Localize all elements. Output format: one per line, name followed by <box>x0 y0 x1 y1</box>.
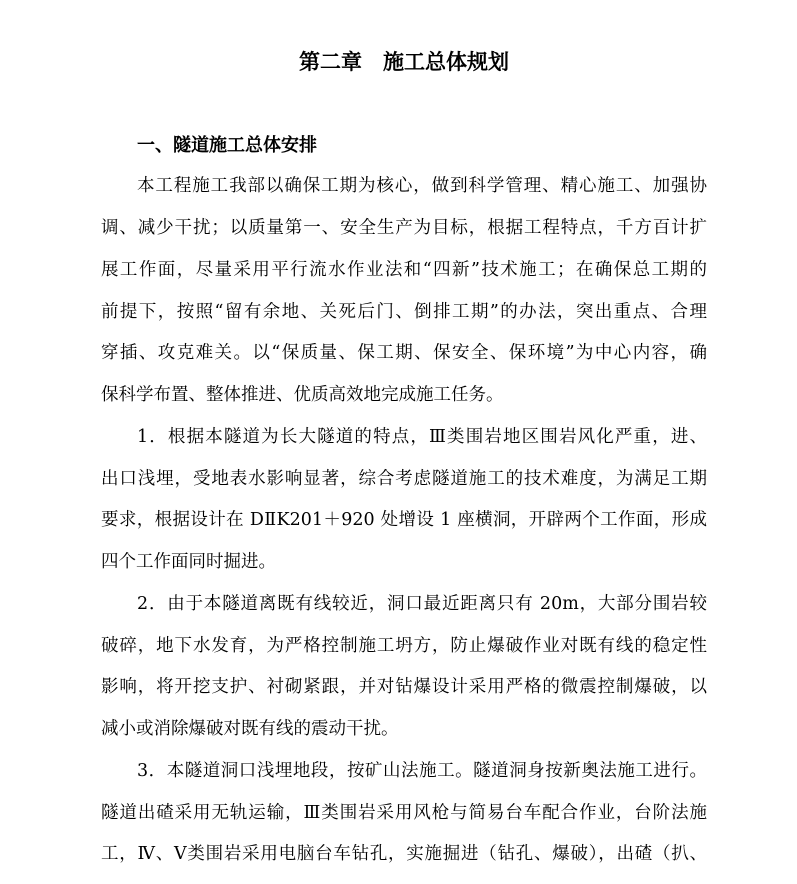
paragraph-line: 调、减少干扰；以质量第一、安全生产为目标，根据工程特点，千方百计扩 <box>101 218 707 238</box>
paragraph-line: 减小或消除爆破对既有线的震动干扰。 <box>101 719 399 739</box>
paragraph-line: 保科学布置、整体推进、优质高效地完成施工任务。 <box>101 385 504 405</box>
body-paragraph-3 <box>101 584 707 751</box>
paragraph-line: 本工程施工我部以确保工期为核心，做到科学管理、精心施工、加强协 <box>137 176 707 197</box>
paragraph-line: 隧道出碴采用无轨运输，Ⅲ类围岩采用风枪与简易台车配合作业，台阶法施 <box>101 802 707 823</box>
paragraph-line: 2．由于本隧道离既有线较近，洞口最近距离只有 20m，大部分围岩较 <box>137 593 707 614</box>
paragraph-line: 1．根据本隧道为长大隧道的特点，Ⅲ类围岩地区围岩风化严重，进、 <box>137 426 707 447</box>
section-heading: 一、隧道施工总体安排 <box>137 134 317 156</box>
body-paragraph-1 <box>101 166 707 417</box>
chapter-title: 第二章 施工总体规划 <box>299 49 509 74</box>
body-paragraph-2 <box>101 417 707 584</box>
paragraph-line: 前提下，按照“留有余地、关死后门、倒排工期”的办法，突出重点、合理 <box>101 301 707 322</box>
paragraph-line: 3．本隧道洞口浅埋地段，按矿山法施工。隧道洞身按新奥法施工进行。 <box>137 760 707 781</box>
paragraph-line: 四个工作面同时掘进。 <box>101 552 276 572</box>
body-paragraph-4 <box>101 751 707 876</box>
paragraph-line: 要求，根据设计在 DⅡK201＋920 处增设 1 座横洞，开辟两个工作面，形成 <box>101 510 707 531</box>
document-page <box>101 41 707 876</box>
paragraph-line: 出口浅埋，受地表水影响显著，综合考虑隧道施工的技术难度，为满足工期 <box>101 468 707 489</box>
paragraph-line: 破碎，地下水发育，为严格控制施工坍方，防止爆破作业对既有线的稳定性 <box>101 635 707 656</box>
paragraph-line: 展工作面，尽量采用平行流水作业法和“四新”技术施工；在确保总工期的 <box>101 259 707 280</box>
paragraph-line: 影响，将开挖支护、衬砌紧跟，并对钻爆设计采用严格的微震控制爆破，以 <box>101 677 707 698</box>
paragraph-line: 穿插、攻克难关。以“保质量、保工期、保安全、保环境”为中心内容，确 <box>101 343 707 364</box>
paragraph-line: 工，Ⅳ、Ⅴ类围岩采用电脑台车钻孔，实施掘进（钻孔、爆破），出碴（扒、 <box>101 844 707 865</box>
blank-line <box>101 83 707 125</box>
